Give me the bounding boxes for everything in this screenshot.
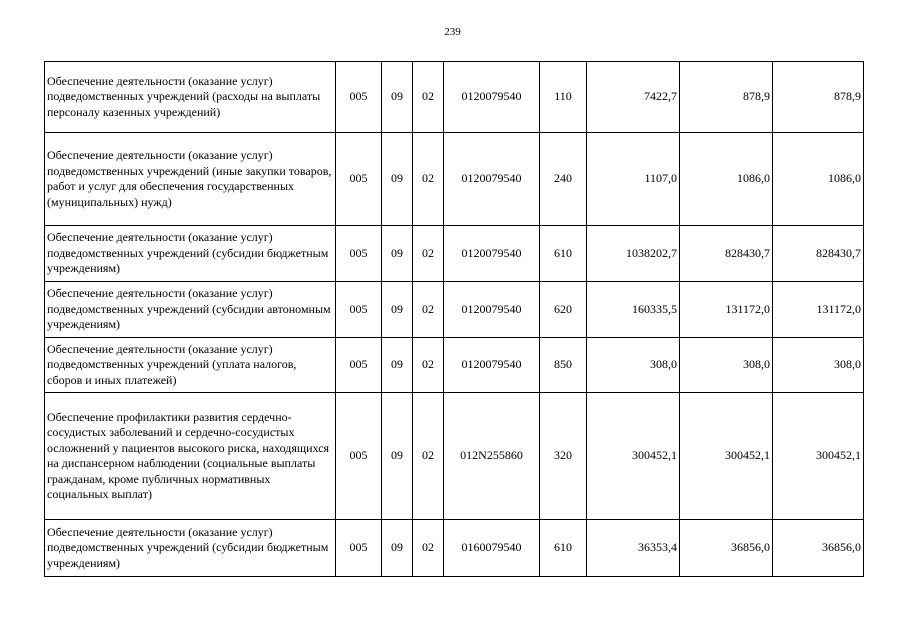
cell-ministry: 005 [336, 338, 382, 393]
cell-subsection: 02 [413, 282, 444, 338]
cell-amount-3: 300452,1 [773, 393, 864, 520]
cell-section: 09 [382, 282, 413, 338]
cell-amount-1: 36353,4 [587, 520, 680, 577]
cell-amount-1: 1038202,7 [587, 226, 680, 282]
cell-subsection: 02 [413, 520, 444, 577]
cell-target: 0120079540 [444, 226, 540, 282]
cell-ministry: 005 [336, 226, 382, 282]
cell-expense-type: 610 [540, 520, 587, 577]
cell-subsection: 02 [413, 226, 444, 282]
cell-expense-type: 240 [540, 133, 587, 226]
cell-amount-2: 131172,0 [680, 282, 773, 338]
cell-section: 09 [382, 338, 413, 393]
cell-amount-2: 828430,7 [680, 226, 773, 282]
cell-name: Обеспечение деятельности (оказание услуг) подведомственных учреждений (субсидии бюджетным учреждениям) [45, 520, 336, 577]
cell-amount-1: 160335,5 [587, 282, 680, 338]
cell-amount-3: 308,0 [773, 338, 864, 393]
table-row [45, 520, 864, 577]
cell-target: 012N255860 [444, 393, 540, 520]
cell-section: 09 [382, 393, 413, 520]
cell-target: 0120079540 [444, 62, 540, 133]
cell-name: Обеспечение деятельности (оказание услуг) подведомственных учреждений (субсидии бюджетным учреждениям) [45, 226, 336, 282]
cell-section: 09 [382, 520, 413, 577]
cell-name: Обеспечение деятельности (оказание услуг) подведомственных учреждений (иные закупки товаров, работ и услуг для обеспечения государственных (муниципальных) нужд) [45, 133, 336, 226]
cell-ministry: 005 [336, 282, 382, 338]
cell-subsection: 02 [413, 62, 444, 133]
cell-ministry: 005 [336, 393, 382, 520]
cell-target: 0160079540 [444, 520, 540, 577]
cell-amount-1: 308,0 [587, 338, 680, 393]
cell-amount-2: 308,0 [680, 338, 773, 393]
cell-ministry: 005 [336, 520, 382, 577]
cell-amount-1: 7422,7 [587, 62, 680, 133]
cell-name: Обеспечение профилактики развития сердечно-сосудистых заболеваний и сердечно-сосудистых осложнений у пациентов высокого риска, находящихся на диспансерном наблюдении (социальные выплаты гражданам, кроме публичных нормативных социальных выплат) [45, 393, 336, 520]
page-number: 239 [444, 26, 461, 38]
cell-amount-1: 1107,0 [587, 133, 680, 226]
cell-section: 09 [382, 62, 413, 133]
cell-target: 0120079540 [444, 338, 540, 393]
cell-subsection: 02 [413, 133, 444, 226]
budget-table [44, 61, 864, 577]
cell-target: 0120079540 [444, 133, 540, 226]
cell-amount-3: 878,9 [773, 62, 864, 133]
cell-target: 0120079540 [444, 282, 540, 338]
cell-expense-type: 320 [540, 393, 587, 520]
cell-ministry: 005 [336, 133, 382, 226]
table-row [45, 338, 864, 393]
cell-expense-type: 850 [540, 338, 587, 393]
cell-name: Обеспечение деятельности (оказание услуг) подведомственных учреждений (расходы на выплаты персоналу казенных учреждений) [45, 62, 336, 133]
cell-subsection: 02 [413, 393, 444, 520]
cell-subsection: 02 [413, 338, 444, 393]
cell-name: Обеспечение деятельности (оказание услуг) подведомственных учреждений (субсидии автономным учреждениям) [45, 282, 336, 338]
cell-amount-1: 300452,1 [587, 393, 680, 520]
cell-expense-type: 610 [540, 226, 587, 282]
table-row [45, 226, 864, 282]
cell-amount-2: 36856,0 [680, 520, 773, 577]
cell-amount-2: 300452,1 [680, 393, 773, 520]
cell-ministry: 005 [336, 62, 382, 133]
table-row [45, 62, 864, 133]
table-row [45, 393, 864, 520]
table-row [45, 282, 864, 338]
cell-amount-3: 1086,0 [773, 133, 864, 226]
cell-expense-type: 110 [540, 62, 587, 133]
cell-name: Обеспечение деятельности (оказание услуг) подведомственных учреждений (уплата налогов, сборов и иных платежей) [45, 338, 336, 393]
cell-amount-3: 828430,7 [773, 226, 864, 282]
cell-amount-2: 1086,0 [680, 133, 773, 226]
cell-expense-type: 620 [540, 282, 587, 338]
table-row [45, 133, 864, 226]
cell-amount-3: 36856,0 [773, 520, 864, 577]
cell-section: 09 [382, 226, 413, 282]
cell-section: 09 [382, 133, 413, 226]
cell-amount-2: 878,9 [680, 62, 773, 133]
cell-amount-3: 131172,0 [773, 282, 864, 338]
